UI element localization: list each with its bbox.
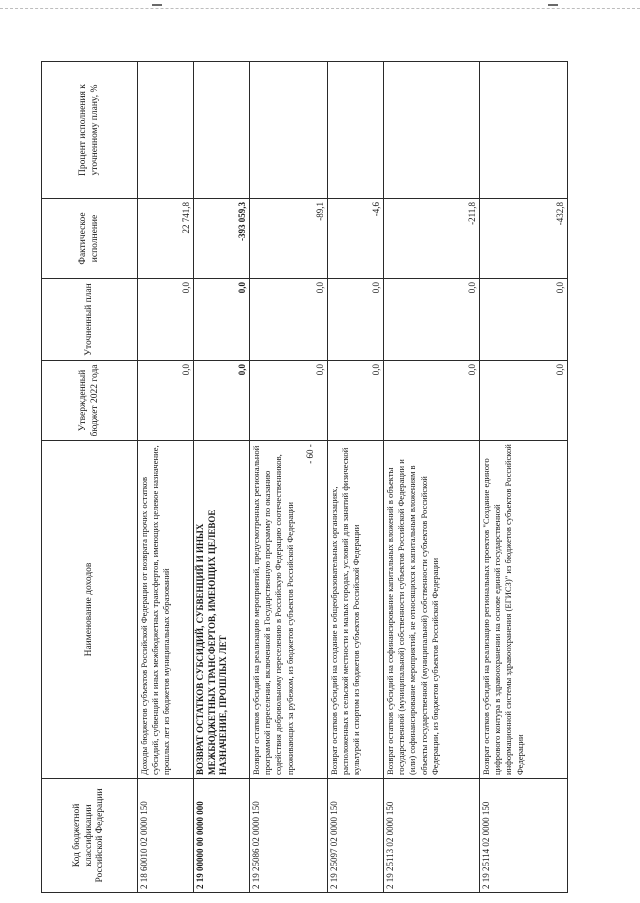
cell-plan: 0,0 xyxy=(480,279,568,361)
cell-plan: 0,0 xyxy=(138,279,194,361)
scan-mark xyxy=(548,4,558,6)
rotated-table-container xyxy=(41,62,567,893)
cell-actual: -89,1 xyxy=(250,199,328,279)
cell-plan: 0,0 xyxy=(384,279,480,361)
cell-code: 2 19 25113 02 0000 150 xyxy=(384,779,480,893)
cell-percent xyxy=(194,62,250,199)
header-actual: Фактическое исполнение xyxy=(42,199,138,279)
cell-approved: 0,0 xyxy=(480,361,568,441)
cell-plan: 0,0 xyxy=(328,279,384,361)
table-row xyxy=(194,62,250,893)
cell-approved: 0,0 xyxy=(138,361,194,441)
cell-name: Возврат остатков субсидий на софинансирование капитальных вложений в объекты государственной (муниципальной) собственности субъектов Российской Федерации и (или) софинансирование мероприятий, не относящихся к капитальным вложениям в объекты государственной (муниципальной) собственности субъектов Российской Федерации, из бюджетов субъектов Российской Федерации xyxy=(384,441,480,779)
cell-actual: -432,8 xyxy=(480,199,568,279)
scan-border-line xyxy=(0,8,640,9)
cell-percent xyxy=(384,62,480,199)
scan-mark xyxy=(152,4,162,6)
revenue-table xyxy=(41,61,568,893)
cell-approved: 0,0 xyxy=(328,361,384,441)
table-row xyxy=(480,62,568,893)
cell-actual: -393 059,3 xyxy=(194,199,250,279)
cell-approved: 0,0 xyxy=(194,361,250,441)
header-approved: Утвержденный бюджет 2022 года xyxy=(42,361,138,441)
table-row xyxy=(328,62,384,893)
cell-name: Доходы бюджетов субъектов Российской Федерации от возврата прочих остатков субсидий, субвенций и иных межбюджетных трансфертов, имеющих целевое назначение, прошлых лет из бюджетов муниципальных образований xyxy=(138,441,194,779)
page-number: - 60 - xyxy=(305,444,315,464)
cell-name: Возврат остатков субсидий на реализацию мероприятий, предусмотренных региональной программой переселения, включенной в Государственную программу по оказанию содействия добровольному переселению в Российскую Федерацию соотечественников, проживающих за рубежом, из бюджетов субъектов Российской Федерации xyxy=(250,441,328,779)
cell-approved: 0,0 xyxy=(250,361,328,441)
cell-percent xyxy=(138,62,194,199)
table-row xyxy=(138,62,194,893)
cell-name: Возврат остатков субсидий на создание в общеобразовательных организациях, расположенных в сельской местности и малых городах, условий для занятий физической культурой и спортом из бюджетов субъектов Российской Федерации xyxy=(328,441,384,779)
cell-percent xyxy=(250,62,328,199)
cell-plan: 0,0 xyxy=(250,279,328,361)
cell-actual: -211,8 xyxy=(384,199,480,279)
cell-code: 2 19 25086 02 0000 150 xyxy=(250,779,328,893)
cell-plan: 0,0 xyxy=(194,279,250,361)
header-plan: Уточненный план xyxy=(42,279,138,361)
cell-actual: 22 741,8 xyxy=(138,199,194,279)
cell-percent xyxy=(480,62,568,199)
cell-code: 2 19 00000 00 0000 000 xyxy=(194,779,250,893)
cell-code: 2 19 25114 02 0000 150 xyxy=(480,779,568,893)
cell-approved: 0,0 xyxy=(384,361,480,441)
table-header-row xyxy=(42,62,138,893)
cell-name: Возврат остатков субсидий на реализацию региональных проектов "Создание единого цифрового контура в здравоохранении на основе единой государственной информационной системы здравоохранения (ЕГИСЗ)" из бюджетов субъектов Российской Федерации xyxy=(480,441,568,779)
header-code: Код бюджетной классификации Российской Федерации xyxy=(42,779,138,893)
cell-code: 2 18 60010 02 0000 150 xyxy=(138,779,194,893)
table-row xyxy=(384,62,480,893)
header-percent: Процент исполнения к уточненному плану, % xyxy=(42,62,138,199)
cell-actual: -4,6 xyxy=(328,199,384,279)
cell-code: 2 19 25097 02 0000 150 xyxy=(328,779,384,893)
cell-name: ВОЗВРАТ ОСТАТКОВ СУБСИДИЙ, СУБВЕНЦИЙ И ИНЫХ МЕЖБЮДЖЕТНЫХ ТРАНСФЕРТОВ, ИМЕЮЩИХ ЦЕЛЕВОЕ НАЗНАЧЕНИЕ, ПРОШЛЫХ ЛЕТ xyxy=(194,441,250,779)
header-name: Наименование доходов xyxy=(42,441,138,779)
table-row xyxy=(250,62,328,893)
cell-percent xyxy=(328,62,384,199)
